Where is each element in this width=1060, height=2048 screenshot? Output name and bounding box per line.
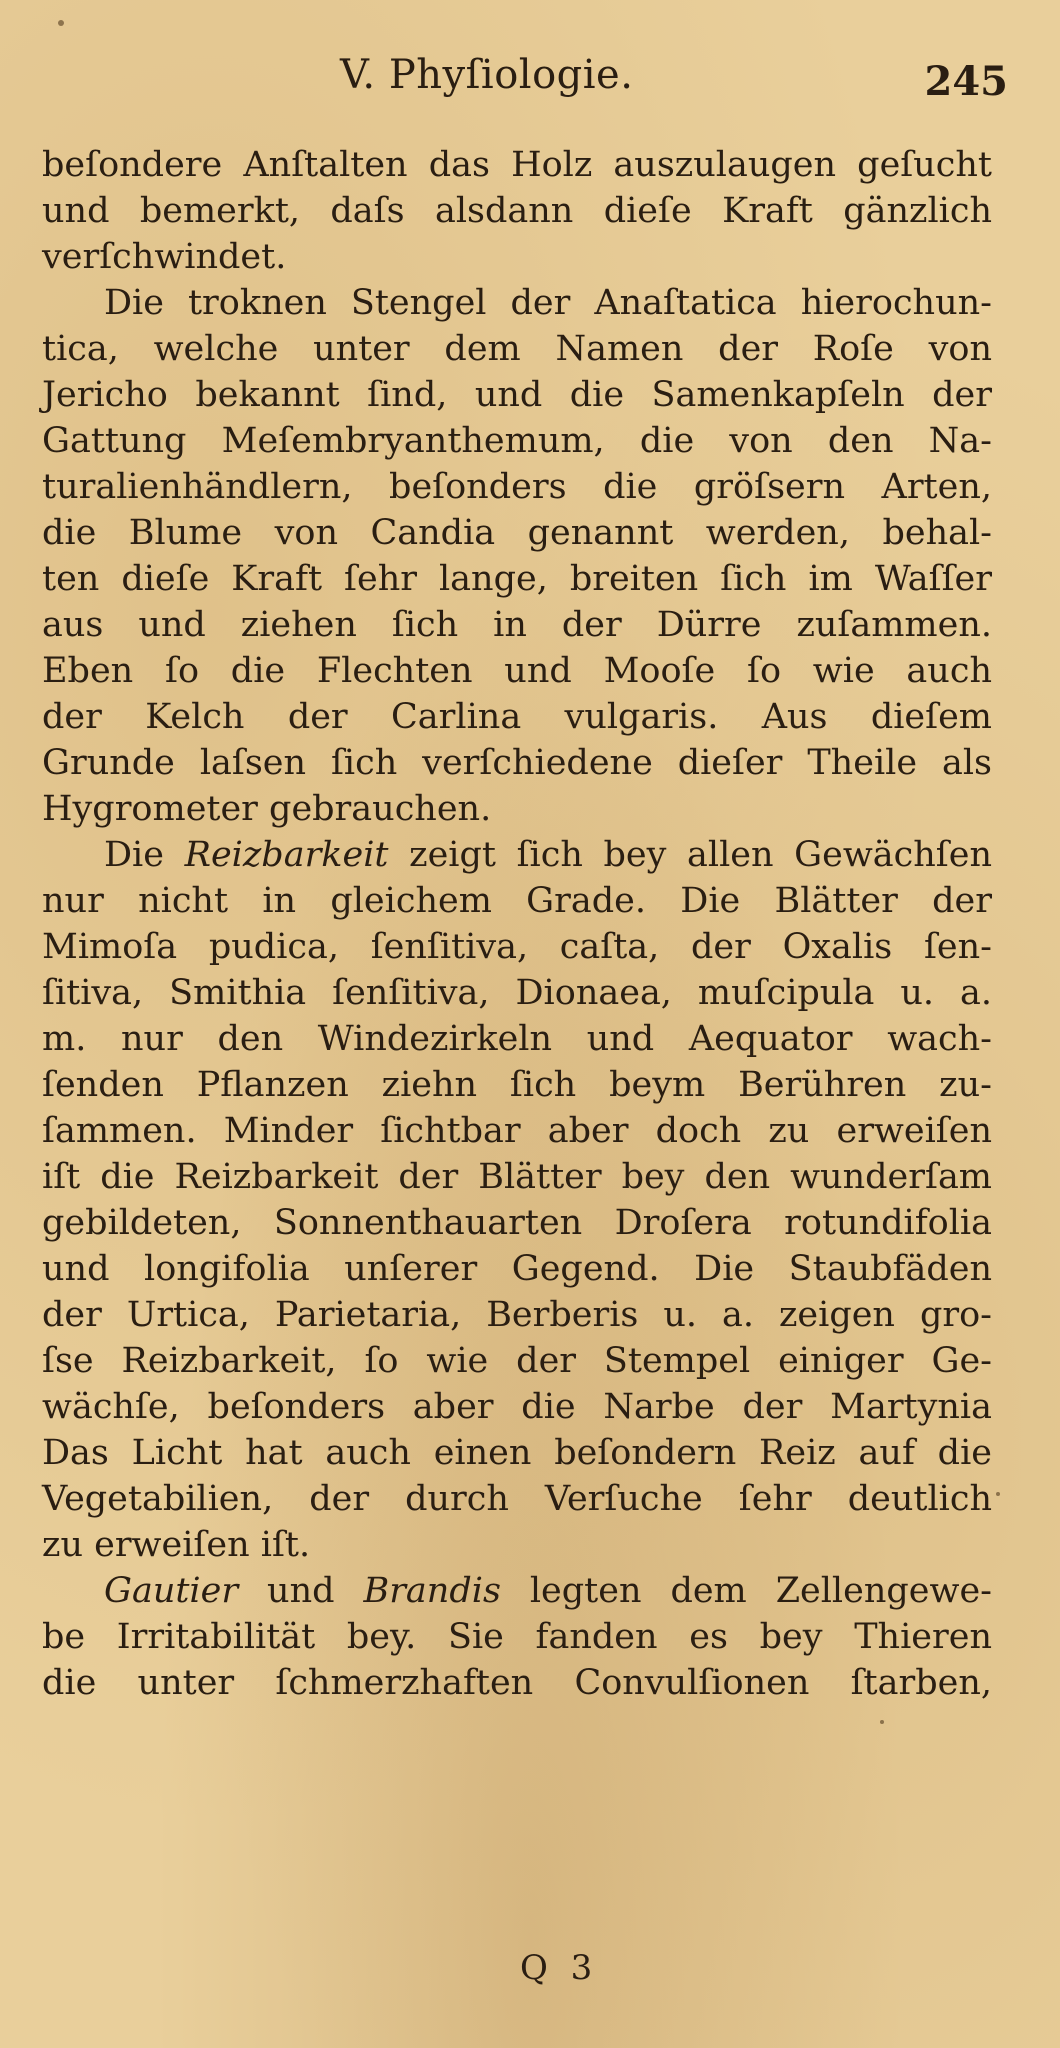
text-line: Grunde laſsen ſich verſchiedene dieſer Theile als [42, 743, 992, 783]
text-line: und bemerkt, daſs alsdann dieſe Kraft gänzlich [42, 191, 992, 231]
text-line: der Urtica, Parietaria, Berberis u. a. zeigen gro- [42, 1295, 992, 1335]
text-line: Mimoſa pudica, ſenſitiva, caſta, der Oxalis ſen- [42, 927, 992, 967]
text-line: turalienhändlern, beſonders die gröſsern Arten, [42, 467, 992, 507]
text-segment: legten dem Zellengewe- [500, 1571, 992, 1611]
text-line: zu erweiſen iſt. [42, 1525, 311, 1565]
text-line: ſse Reizbarkeit, ſo wie der Stempel einiger Ge- [42, 1341, 992, 1381]
ink-speck [996, 1492, 1000, 1496]
italic-name: Gautier [104, 1571, 239, 1611]
running-head: V. Phyſiologie. [340, 52, 634, 98]
text-segment: und [238, 1571, 364, 1611]
text-segment: zeigt ſich bey allen Gewächſen [388, 835, 993, 875]
text-line: aus und ziehen ſich in der Dürre zuſammen. [42, 605, 992, 645]
text-line: iſt die Reizbarkeit der Blätter bey den wunderſam [42, 1157, 992, 1197]
text-line: die unter ſchmerzhaften Convulſionen ſtarben, [42, 1663, 992, 1703]
text-line: Das Licht hat auch einen beſondern Reiz auf die [42, 1433, 992, 1473]
text-line: Jericho bekannt ſind, und die Samenkapſeln der [42, 375, 992, 415]
text-line: Gattung Meſembryanthemum, die von den Na- [42, 421, 992, 461]
signature-mark: Q 3 [520, 1948, 599, 1988]
text-line: der Kelch der Carlina vulgaris. Aus dieſem [42, 697, 992, 737]
text-line: ſammen. Minder ſichtbar aber doch zu erweiſen [42, 1111, 992, 1151]
text-segment: Die [104, 835, 185, 875]
text-line: tica, welche unter dem Namen der Roſe von [42, 329, 992, 369]
text-line [42, 832, 992, 878]
text-line: gebildeten, Sonnenthauarten Droſera rotundifolia [42, 1203, 992, 1243]
italic-term: Reizbarkeit [184, 835, 389, 875]
ink-speck [880, 1720, 884, 1724]
text-line: ſitiva, Smithia ſenſitiva, Dionaea, muſcipula u. a. [42, 973, 992, 1013]
page-header [0, 52, 1060, 112]
text-line: ſenden Pflanzen ziehn ſich beym Berühren zu- [42, 1065, 992, 1105]
text-line: ten dieſe Kraft ſehr lange, breiten ſich im Waſſer [42, 559, 992, 599]
text-line [42, 1568, 992, 1614]
italic-name: Brandis [363, 1571, 501, 1611]
text-line: wächſe, beſonders aber die Narbe der Martynia [42, 1387, 992, 1427]
page-number: 245 [924, 58, 1008, 105]
text-line: be Irritabilität bey. Sie fanden es bey Thieren [42, 1617, 992, 1657]
text-line: m. nur den Windezirkeln und Aequator wach- [42, 1019, 992, 1059]
ink-speck [58, 20, 64, 26]
text-line: verſchwindet. [42, 237, 287, 277]
text-line: Hygrometer gebrauchen. [42, 789, 492, 829]
text-line: Die troknen Stengel der Anaſtatica hierochun- [104, 283, 992, 323]
text-line: und longifolia unſerer Gegend. Die Staubfäden [42, 1249, 992, 1289]
text-line: Eben ſo die Flechten und Mooſe ſo wie auch [42, 651, 992, 691]
text-line: nur nicht in gleichem Grade. Die Blätter der [42, 881, 992, 921]
body-text [42, 142, 992, 1706]
text-line: beſondere Anſtalten das Holz auszulaugen geſucht [42, 145, 992, 185]
text-line: die Blume von Candia genannt werden, behal- [42, 513, 992, 553]
text-line: Vegetabilien, der durch Verſuche ſehr deutlich [42, 1479, 992, 1519]
